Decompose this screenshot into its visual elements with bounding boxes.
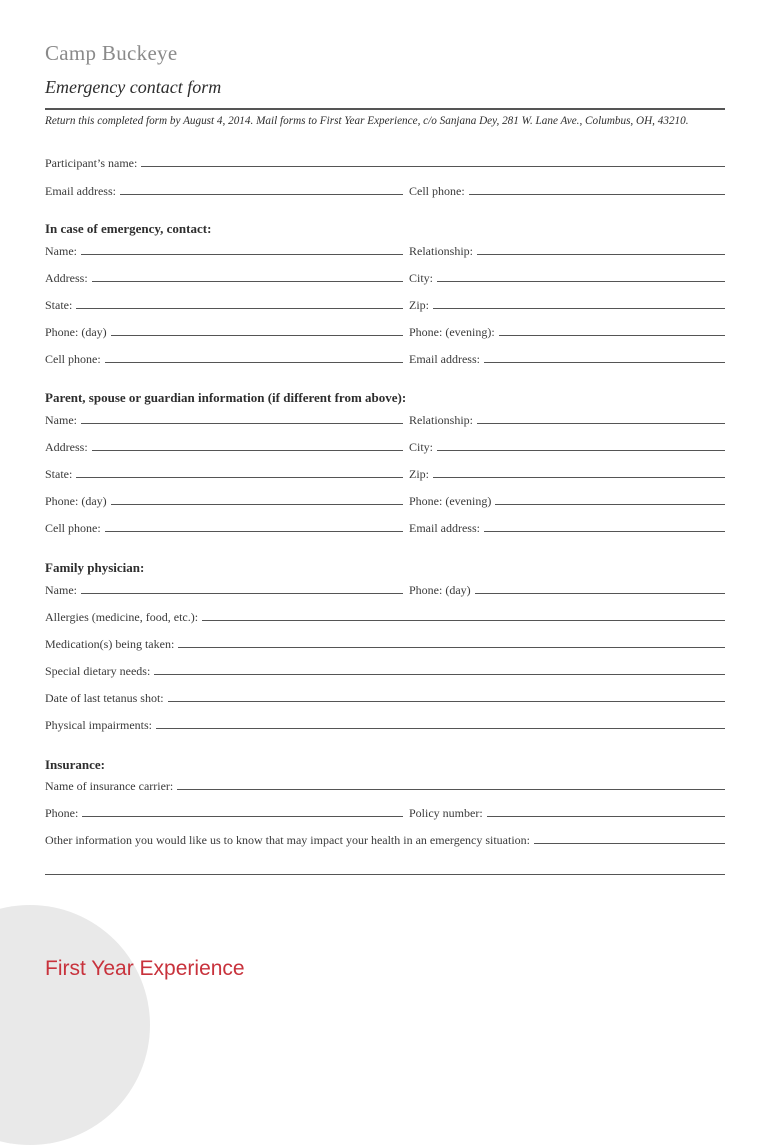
footer-brand: First Year Experience [45, 957, 245, 980]
emergency-cell-line[interactable] [105, 362, 403, 363]
insurance-phone-label: Phone: [45, 806, 79, 820]
other-info-label: Other information you would like us to know that may impact your health in an emergency situation: [45, 833, 531, 847]
guardian-name-field[interactable] [45, 409, 403, 427]
emergency-address-field[interactable] [45, 267, 403, 285]
emergency-name-line[interactable] [81, 254, 403, 255]
physician-name-line[interactable] [81, 593, 403, 594]
insurance-phone-row [45, 802, 725, 820]
participant-name-line[interactable] [141, 166, 725, 167]
guardian-city-field[interactable] [409, 436, 725, 454]
emergency-email-field[interactable] [409, 348, 725, 366]
emergency-zip-line[interactable] [433, 308, 725, 309]
emergency-state-label: State: [45, 298, 73, 312]
participant-cell-field[interactable] [409, 180, 725, 198]
emergency-address-row [45, 267, 725, 285]
insurance-phone-line[interactable] [82, 816, 403, 817]
guardian-state-label: State: [45, 467, 73, 481]
participant-cell-line[interactable] [469, 194, 725, 195]
guardian-phone-evening-line[interactable] [495, 504, 725, 505]
guardian-name-label: Name: [45, 413, 77, 427]
guardian-zip-line[interactable] [433, 477, 725, 478]
physician-phone-day-label: Phone: (day) [409, 583, 471, 597]
emergency-phone-day-field[interactable] [45, 321, 403, 339]
guardian-heading: Parent, spouse or guardian information (if different from above): [45, 390, 407, 405]
physician-heading: Family physician: [45, 560, 145, 575]
other-info-line[interactable] [534, 843, 725, 844]
guardian-name-row [45, 409, 725, 427]
tetanus-line[interactable] [168, 701, 725, 702]
impairments-row [45, 714, 725, 732]
emergency-name-label: Name: [45, 244, 77, 258]
policy-number-field[interactable] [409, 802, 725, 820]
participant-email-field[interactable] [45, 180, 403, 198]
tetanus-row [45, 687, 725, 705]
guardian-address-label: Address: [45, 440, 88, 454]
insurance-phone-field[interactable] [45, 802, 403, 820]
emergency-phone-day-label: Phone: (day) [45, 325, 107, 339]
insurance-heading: Insurance: [45, 757, 105, 772]
emergency-cell-label: Cell phone: [45, 352, 101, 366]
emergency-name-field[interactable] [45, 240, 403, 258]
guardian-phone-evening-label: Phone: (evening) [409, 494, 492, 508]
guardian-phone-day-line[interactable] [111, 504, 403, 505]
emergency-phone-day-line[interactable] [111, 335, 403, 336]
allergies-field[interactable] [45, 606, 725, 624]
medications-field[interactable] [45, 633, 725, 651]
emergency-state-row [45, 294, 725, 312]
emergency-city-line[interactable] [437, 281, 725, 282]
guardian-city-line[interactable] [437, 450, 725, 451]
participant-email-label: Email address: [45, 184, 116, 198]
guardian-zip-label: Zip: [409, 467, 429, 481]
guardian-phone-day-field[interactable] [45, 490, 403, 508]
tetanus-field[interactable] [45, 687, 725, 705]
allergies-row [45, 606, 725, 624]
allergies-line[interactable] [202, 620, 725, 621]
guardian-cell-row [45, 517, 725, 535]
emergency-zip-field[interactable] [409, 294, 725, 312]
header-divider [45, 108, 725, 110]
other-info-continuation-line[interactable] [45, 874, 725, 875]
guardian-phone-evening-field[interactable] [409, 490, 725, 508]
insurance-carrier-line[interactable] [177, 789, 725, 790]
guardian-city-label: City: [409, 440, 434, 454]
physician-name-label: Name: [45, 583, 77, 597]
dietary-row [45, 660, 725, 678]
emergency-address-label: Address: [45, 271, 88, 285]
emergency-name-row [45, 240, 725, 258]
guardian-phone-day-label: Phone: (day) [45, 494, 107, 508]
emergency-state-line[interactable] [76, 308, 403, 309]
impairments-label: Physical impairments: [45, 718, 152, 732]
participant-email-line[interactable] [120, 194, 403, 195]
insurance-carrier-row [45, 775, 725, 793]
guardian-state-line[interactable] [76, 477, 403, 478]
emergency-cell-field[interactable] [45, 348, 403, 366]
dietary-label: Special dietary needs: [45, 664, 151, 678]
policy-number-line[interactable] [487, 816, 725, 817]
allergies-label: Allergies (medicine, food, etc.): [45, 610, 199, 624]
medications-line[interactable] [178, 647, 725, 648]
instructions-text: Return this completed form by August 4, 2014. Mail forms to First Year Experience, c/o Sanjana Dey, 281 W. Lane Ave., Columbus, OH, 43210. [45, 115, 689, 127]
form-title: Emergency contact form [45, 77, 222, 97]
guardian-address-field[interactable] [45, 436, 403, 454]
guardian-address-line[interactable] [92, 450, 403, 451]
emergency-phone-evening-line[interactable] [499, 335, 725, 336]
emergency-phone-row [45, 321, 725, 339]
guardian-cell-line[interactable] [105, 531, 403, 532]
participant-name-field[interactable] [45, 152, 725, 170]
guardian-state-field[interactable] [45, 463, 403, 481]
emergency-city-label: City: [409, 271, 434, 285]
emergency-relationship-label: Relationship: [409, 244, 473, 258]
participant-contact-row [45, 180, 725, 198]
guardian-email-field[interactable] [409, 517, 725, 535]
guardian-cell-field[interactable] [45, 517, 403, 535]
impairments-field[interactable] [45, 714, 725, 732]
other-info-field[interactable] [45, 829, 725, 847]
emergency-address-line[interactable] [92, 281, 403, 282]
dietary-field[interactable] [45, 660, 725, 678]
decorative-circle [0, 905, 150, 1145]
guardian-state-row [45, 463, 725, 481]
dietary-line[interactable] [154, 674, 725, 675]
emergency-cell-row [45, 348, 725, 366]
impairments-line[interactable] [156, 728, 725, 729]
medications-label: Medication(s) being taken: [45, 637, 175, 651]
participant-name-label: Participant’s name: [45, 156, 138, 170]
guardian-zip-field[interactable] [409, 463, 725, 481]
guardian-name-line[interactable] [81, 423, 403, 424]
medications-row [45, 633, 725, 651]
physician-name-field[interactable] [45, 579, 403, 597]
guardian-phone-row [45, 490, 725, 508]
participant-name-row [45, 152, 725, 170]
emergency-relationship-line[interactable] [477, 254, 725, 255]
camp-name: Camp Buckeye [45, 41, 178, 65]
guardian-cell-label: Cell phone: [45, 521, 101, 535]
other-info-row [45, 829, 725, 847]
physician-phone-day-line[interactable] [475, 593, 725, 594]
emergency-state-field[interactable] [45, 294, 403, 312]
emergency-city-field[interactable] [409, 267, 725, 285]
emergency-zip-label: Zip: [409, 298, 429, 312]
guardian-relationship-label: Relationship: [409, 413, 473, 427]
emergency-email-label: Email address: [409, 352, 480, 366]
emergency-email-line[interactable] [484, 362, 725, 363]
physician-name-row [45, 579, 725, 597]
emergency-relationship-field[interactable] [409, 240, 725, 258]
guardian-email-label: Email address: [409, 521, 480, 535]
guardian-email-line[interactable] [484, 531, 725, 532]
guardian-address-row [45, 436, 725, 454]
insurance-carrier-label: Name of insurance carrier: [45, 779, 174, 793]
policy-number-label: Policy number: [409, 806, 483, 820]
emergency-phone-evening-label: Phone: (evening): [409, 325, 495, 339]
physician-phone-day-field[interactable] [409, 579, 725, 597]
emergency-heading: In case of emergency, contact: [45, 221, 212, 236]
guardian-relationship-field[interactable] [409, 409, 725, 427]
tetanus-label: Date of last tetanus shot: [45, 691, 164, 705]
emergency-phone-evening-field[interactable] [409, 321, 725, 339]
participant-cell-label: Cell phone: [409, 184, 465, 198]
guardian-relationship-line[interactable] [477, 423, 725, 424]
insurance-carrier-field[interactable] [45, 775, 725, 793]
